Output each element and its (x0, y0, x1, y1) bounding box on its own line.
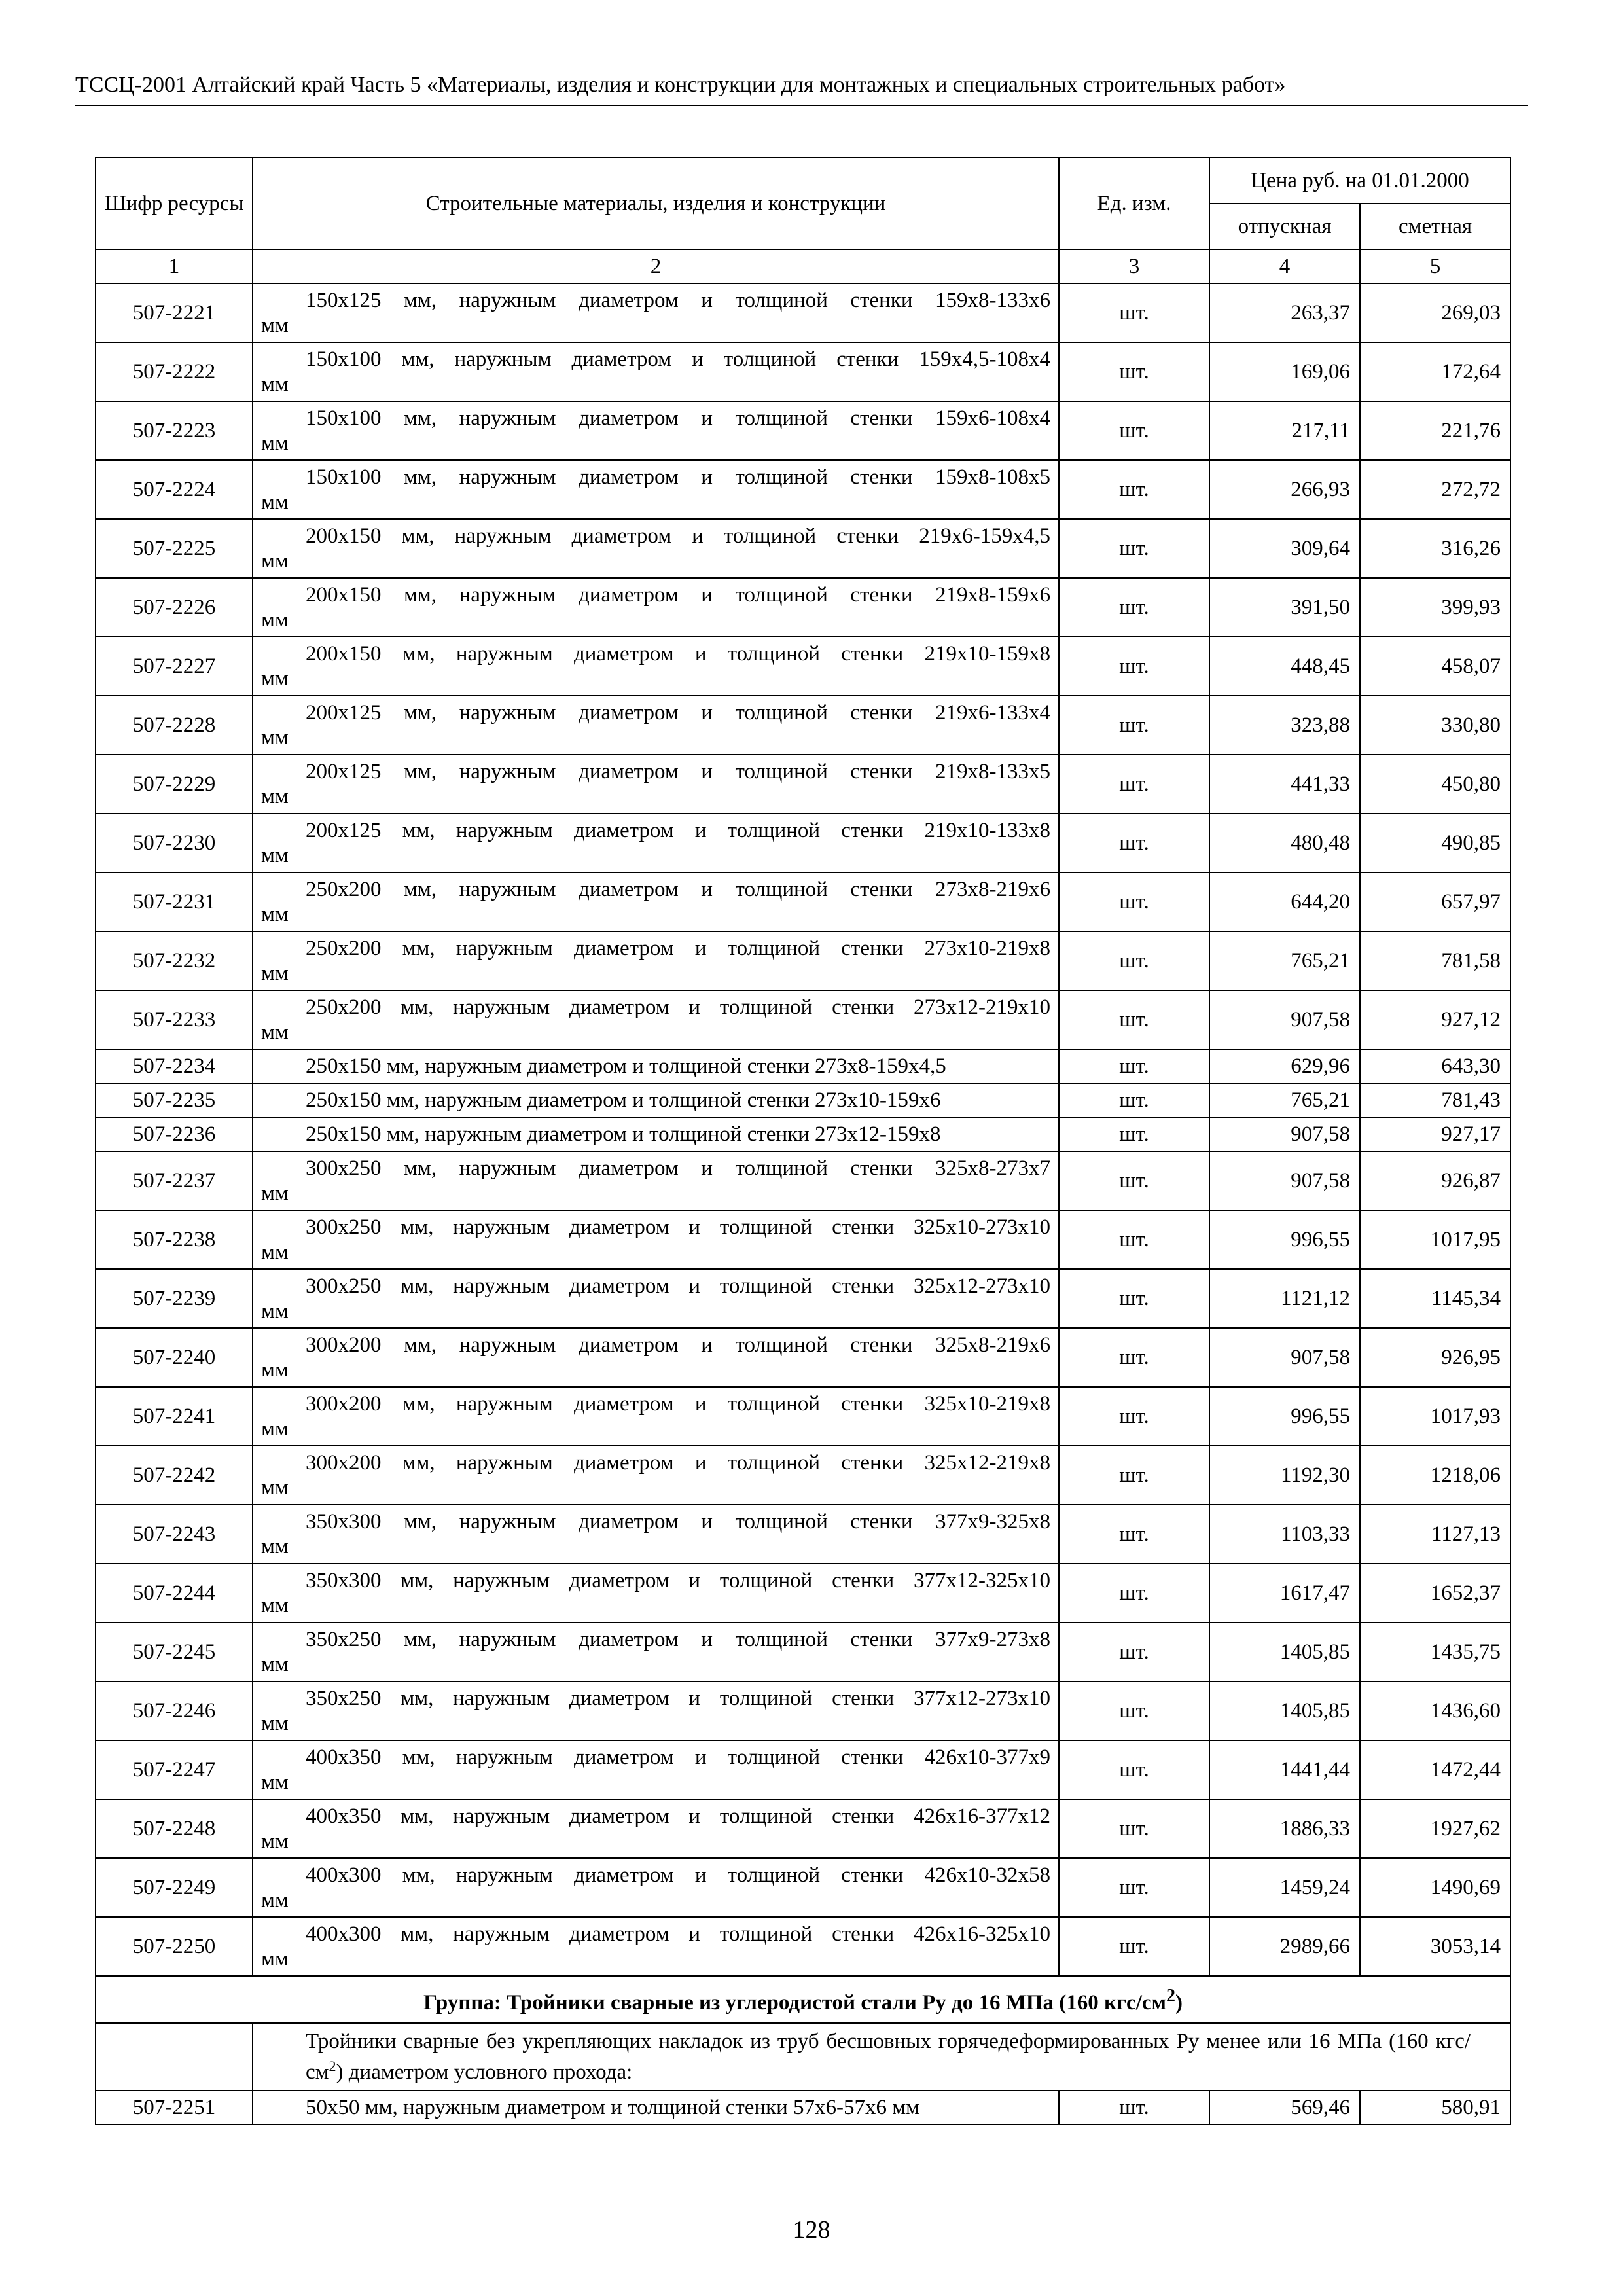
description-text: 350х250 мм, наружным диаметром и толщиной стенки 377х9-273х8 (306, 1628, 1050, 1651)
description-text: 400х300 мм, наружным диаметром и толщиной стенки 426х16-325х10 (306, 1922, 1050, 1946)
resource-code: 507-2230 (96, 814, 253, 872)
table-row (96, 696, 1510, 755)
description-unit-suffix: мм (261, 490, 289, 514)
col-number: 4 (1209, 249, 1360, 283)
description-text: 250х150 мм, наружным диаметром и толщиной стенки 273х12-159х8 (306, 1122, 941, 1146)
resource-code: 507-2250 (96, 1917, 253, 1976)
resource-code: 507-2236 (96, 1117, 253, 1151)
description-unit-suffix: мм (261, 844, 289, 867)
unit: шт. (1059, 637, 1209, 696)
price-estimate: 781,43 (1360, 1083, 1510, 1117)
price-estimate: 927,12 (1360, 990, 1510, 1049)
description-text: 300х250 мм, наружным диаметром и толщиной стенки 325х8-273х7 (306, 1157, 1050, 1180)
description-text: 200х125 мм, наружным диаметром и толщиной стенки 219х6-133х4 (306, 701, 1050, 725)
unit: шт. (1059, 1505, 1209, 1564)
group-note-text: Тройники сварные без укрепляющих накладок из труб бесшовных горячедеформированных Ру менее или 16 МПа (160 кгс/см (306, 2030, 1471, 2084)
table-row (96, 1210, 1510, 1269)
price-estimate: 458,07 (1360, 637, 1510, 696)
description-text: 150х100 мм, наружным диаметром и толщиной стенки 159х8-108х5 (306, 465, 1050, 489)
item-description (253, 401, 1059, 460)
description-text: 150х100 мм, наружным диаметром и толщиной стенки 159х4,5-108х4 (306, 348, 1050, 371)
group-title-sup: 2 (1166, 1986, 1175, 2006)
description-unit-suffix: мм (261, 961, 289, 985)
resource-code: 507-2223 (96, 401, 253, 460)
description-unit-suffix: мм (261, 1181, 289, 1205)
resource-code: 507-2227 (96, 637, 253, 696)
table-row (96, 1858, 1510, 1917)
price-release: 996,55 (1209, 1210, 1360, 1269)
description-unit-suffix: мм (261, 431, 289, 455)
table-row (96, 1117, 1510, 1151)
unit: шт. (1059, 1328, 1209, 1387)
col-header-name: Строительные материалы, изделия и конструкции (253, 158, 1059, 249)
unit: шт. (1059, 1623, 1209, 1681)
description-unit-suffix: мм (261, 1888, 289, 1912)
price-estimate: 269,03 (1360, 283, 1510, 342)
item-description (253, 931, 1059, 990)
resource-code: 507-2222 (96, 342, 253, 401)
unit: шт. (1059, 1151, 1209, 1210)
table-row (96, 1564, 1510, 1623)
price-estimate: 316,26 (1360, 519, 1510, 578)
item-description (253, 637, 1059, 696)
table-row (96, 1387, 1510, 1446)
resource-code: 507-2235 (96, 1083, 253, 1117)
unit: шт. (1059, 814, 1209, 872)
price-estimate: 1218,06 (1360, 1446, 1510, 1505)
price-estimate: 1490,69 (1360, 1858, 1510, 1917)
table-row (96, 755, 1510, 814)
description-text: 300х250 мм, наружным диаметром и толщиной стенки 325х12-273х10 (306, 1274, 1050, 1298)
table-row (96, 1151, 1510, 1210)
item-description (253, 578, 1059, 637)
description-text: 250х200 мм, наружным диаметром и толщиной стенки 273х8-219х6 (306, 878, 1050, 901)
resource-code: 507-2233 (96, 990, 253, 1049)
price-estimate: 657,97 (1360, 872, 1510, 931)
price-release: 1405,85 (1209, 1623, 1360, 1681)
price-estimate: 172,64 (1360, 342, 1510, 401)
resource-code: 507-2245 (96, 1623, 253, 1681)
item-description (253, 1328, 1059, 1387)
price-release: 765,21 (1209, 1083, 1360, 1117)
price-estimate: 926,95 (1360, 1328, 1510, 1387)
resource-code: 507-2228 (96, 696, 253, 755)
resource-code: 507-2240 (96, 1328, 253, 1387)
item-description (253, 342, 1059, 401)
resource-code: 507-2224 (96, 460, 253, 519)
description-unit-suffix: мм (261, 1299, 289, 1323)
col-header-unit: Ед. изм. (1059, 158, 1209, 249)
item-description (253, 1446, 1059, 1505)
header-rule (75, 105, 1528, 106)
price-release: 169,06 (1209, 342, 1360, 401)
unit: шт. (1059, 342, 1209, 401)
col-number: 5 (1360, 249, 1510, 283)
price-release: 996,55 (1209, 1387, 1360, 1446)
group-note-row (96, 2023, 1510, 2090)
table-row (96, 519, 1510, 578)
price-release: 391,50 (1209, 578, 1360, 637)
item-description (253, 990, 1059, 1049)
price-estimate: 3053,14 (1360, 1917, 1510, 1976)
unit: шт. (1059, 1740, 1209, 1799)
group-title-text: Группа: Тройники сварные из углеродистой стали Ру до 16 МПа (160 кгс/см (423, 1991, 1166, 2015)
price-release: 569,46 (1209, 2090, 1360, 2125)
resource-code: 507-2238 (96, 1210, 253, 1269)
description-unit-suffix: мм (261, 549, 289, 573)
table-row (96, 1799, 1510, 1858)
description-text: 150х125 мм, наружным диаметром и толщиной стенки 159х8-133х6 (306, 289, 1050, 312)
price-estimate: 643,30 (1360, 1049, 1510, 1083)
unit: шт. (1059, 755, 1209, 814)
page-number: 128 (793, 2216, 830, 2244)
price-release: 907,58 (1209, 990, 1360, 1049)
item-description (253, 1269, 1059, 1328)
group-note (253, 2023, 1510, 2090)
price-release: 266,93 (1209, 460, 1360, 519)
price-release: 1886,33 (1209, 1799, 1360, 1858)
unit: шт. (1059, 283, 1209, 342)
resource-code: 507-2221 (96, 283, 253, 342)
resource-code: 507-2244 (96, 1564, 253, 1623)
group-note-body (261, 2029, 1471, 2085)
description-unit-suffix: мм (261, 1829, 289, 1853)
resource-code: 507-2226 (96, 578, 253, 637)
table-row (96, 1269, 1510, 1328)
description-unit-suffix: мм (261, 1535, 289, 1558)
price-release: 765,21 (1209, 931, 1360, 990)
price-estimate: 927,17 (1360, 1117, 1510, 1151)
description-unit-suffix: мм (261, 1712, 289, 1735)
unit: шт. (1059, 460, 1209, 519)
unit: шт. (1059, 1210, 1209, 1269)
unit: шт. (1059, 1681, 1209, 1740)
price-estimate: 1145,34 (1360, 1269, 1510, 1328)
table-row (96, 1505, 1510, 1564)
description-text: 350х300 мм, наружным диаметром и толщиной стенки 377х12-325х10 (306, 1569, 1050, 1592)
price-release: 448,45 (1209, 637, 1360, 696)
price-release: 441,33 (1209, 755, 1360, 814)
item-description (253, 1917, 1059, 1976)
price-estimate: 926,87 (1360, 1151, 1510, 1210)
table-row (96, 1740, 1510, 1799)
table-row (96, 1917, 1510, 1976)
unit: шт. (1059, 519, 1209, 578)
table-row (96, 2090, 1510, 2125)
price-estimate: 272,72 (1360, 460, 1510, 519)
price-release: 2989,66 (1209, 1917, 1360, 1976)
description-text: 400х300 мм, наружным диаметром и толщиной стенки 426х10-32х58 (306, 1863, 1050, 1887)
item-description (253, 1049, 1059, 1083)
description-unit-suffix: мм (261, 1417, 289, 1441)
group-title-close: ) (1175, 1991, 1183, 2015)
item-description (253, 1505, 1059, 1564)
description-unit-suffix: мм (261, 608, 289, 632)
price-estimate: 1127,13 (1360, 1505, 1510, 1564)
resource-code: 507-2248 (96, 1799, 253, 1858)
description-unit-suffix: мм (261, 1594, 289, 1617)
description-text: 200х150 мм, наружным диаметром и толщиной стенки 219х6-159х4,5 (306, 524, 1050, 548)
price-release: 480,48 (1209, 814, 1360, 872)
price-release: 644,20 (1209, 872, 1360, 931)
description-text: 250х150 мм, наружным диаметром и толщиной стенки 273х8-159х4,5 (306, 1054, 946, 1078)
col-header-release: отпускная (1209, 204, 1360, 249)
description-unit-suffix: мм (261, 1770, 289, 1794)
description-text: 350х300 мм, наружным диаметром и толщиной стенки 377х9-325х8 (306, 1510, 1050, 1534)
description-text: 400х350 мм, наружным диаметром и толщиной стенки 426х10-377х9 (306, 1746, 1050, 1769)
resource-code: 507-2251 (96, 2090, 253, 2125)
unit: шт. (1059, 1387, 1209, 1446)
price-release: 629,96 (1209, 1049, 1360, 1083)
resource-code: 507-2234 (96, 1049, 253, 1083)
col-number: 3 (1059, 249, 1209, 283)
description-text: 350х250 мм, наружным диаметром и толщиной стенки 377х12-273х10 (306, 1687, 1050, 1710)
price-estimate: 490,85 (1360, 814, 1510, 872)
price-release: 1441,44 (1209, 1740, 1360, 1799)
price-estimate: 399,93 (1360, 578, 1510, 637)
resource-code: 507-2247 (96, 1740, 253, 1799)
table-row (96, 1083, 1510, 1117)
table-row (96, 872, 1510, 931)
empty-cell (96, 2023, 253, 2090)
description-text: 400х350 мм, наружным диаметром и толщиной стенки 426х16-377х12 (306, 1804, 1050, 1828)
description-text: 200х125 мм, наружным диаметром и толщиной стенки 219х8-133х5 (306, 760, 1050, 783)
table-row (96, 578, 1510, 637)
price-release: 263,37 (1209, 283, 1360, 342)
price-release: 1192,30 (1209, 1446, 1360, 1505)
item-description (253, 1083, 1059, 1117)
unit: шт. (1059, 1799, 1209, 1858)
price-estimate: 1017,95 (1360, 1210, 1510, 1269)
price-estimate: 1436,60 (1360, 1681, 1510, 1740)
col-header-code: Шифр ресурсы (96, 158, 253, 249)
table-row (96, 814, 1510, 872)
unit: шт. (1059, 931, 1209, 990)
price-release: 1459,24 (1209, 1858, 1360, 1917)
price-estimate: 1017,93 (1360, 1387, 1510, 1446)
item-description (253, 519, 1059, 578)
description-text: 300х200 мм, наружным диаметром и толщиной стенки 325х10-219х8 (306, 1392, 1050, 1416)
unit: шт. (1059, 1083, 1209, 1117)
unit: шт. (1059, 1564, 1209, 1623)
description-text: 200х125 мм, наружным диаметром и толщиной стенки 219х10-133х8 (306, 819, 1050, 842)
unit: шт. (1059, 2090, 1209, 2125)
price-estimate: 450,80 (1360, 755, 1510, 814)
price-release: 907,58 (1209, 1151, 1360, 1210)
resource-code: 507-2241 (96, 1387, 253, 1446)
price-estimate: 330,80 (1360, 696, 1510, 755)
description-unit-suffix: мм (261, 785, 289, 808)
description-unit-suffix: мм (261, 1358, 289, 1382)
table-row (96, 637, 1510, 696)
unit: шт. (1059, 1858, 1209, 1917)
col-header-price: Цена руб. на 01.01.2000 (1209, 158, 1510, 204)
description-text: 150х100 мм, наружным диаметром и толщиной стенки 159х6-108х4 (306, 406, 1050, 430)
col-number: 2 (253, 249, 1059, 283)
resource-code: 507-2231 (96, 872, 253, 931)
description-text: 50х50 мм, наружным диаметром и толщиной стенки 57х6-57х6 мм (306, 2096, 920, 2119)
description-unit-suffix: мм (261, 667, 289, 691)
unit: шт. (1059, 578, 1209, 637)
unit: шт. (1059, 401, 1209, 460)
unit: шт. (1059, 872, 1209, 931)
table-row (96, 401, 1510, 460)
item-description (253, 1623, 1059, 1681)
table-row (96, 1328, 1510, 1387)
description-unit-suffix: мм (261, 1947, 289, 1971)
item-description (253, 696, 1059, 755)
price-estimate: 580,91 (1360, 2090, 1510, 2125)
unit: шт. (1059, 696, 1209, 755)
resource-code: 507-2246 (96, 1681, 253, 1740)
price-release: 1617,47 (1209, 1564, 1360, 1623)
resource-code: 507-2242 (96, 1446, 253, 1505)
table-row (96, 342, 1510, 401)
table-row (96, 990, 1510, 1049)
resource-code: 507-2239 (96, 1269, 253, 1328)
price-release: 309,64 (1209, 519, 1360, 578)
unit: шт. (1059, 1269, 1209, 1328)
resource-code: 507-2232 (96, 931, 253, 990)
description-unit-suffix: мм (261, 1476, 289, 1499)
item-description (253, 872, 1059, 931)
resource-code: 507-2237 (96, 1151, 253, 1210)
table-row (96, 460, 1510, 519)
resource-code: 507-2229 (96, 755, 253, 814)
item-description (253, 814, 1059, 872)
resource-code: 507-2243 (96, 1505, 253, 1564)
table-row (96, 1446, 1510, 1505)
description-text: 200х150 мм, наружным диаметром и толщиной стенки 219х8-159х6 (306, 583, 1050, 607)
description-text: 250х200 мм, наружным диаметром и толщиной стенки 273х12-219х10 (306, 996, 1050, 1019)
unit: шт. (1059, 1446, 1209, 1505)
table-row (96, 1623, 1510, 1681)
document-header: ТССЦ-2001 Алтайский край Часть 5 «Материалы, изделия и конструкции для монтажных и специальных строительных работ» (75, 73, 1286, 97)
description-text: 250х200 мм, наружным диаметром и толщиной стенки 273х10-219х8 (306, 937, 1050, 960)
unit: шт. (1059, 1117, 1209, 1151)
item-description (253, 755, 1059, 814)
table-row (96, 1681, 1510, 1740)
col-number: 1 (96, 249, 253, 283)
price-release: 1121,12 (1209, 1269, 1360, 1328)
description-text: 300х200 мм, наружным диаметром и толщиной стенки 325х12-219х8 (306, 1451, 1050, 1475)
col-header-estimate: сметная (1360, 204, 1510, 249)
unit: шт. (1059, 990, 1209, 1049)
item-description (253, 1799, 1059, 1858)
description-unit-suffix: мм (261, 314, 289, 337)
description-text: 300х200 мм, наружным диаметром и толщиной стенки 325х8-219х6 (306, 1333, 1050, 1357)
item-description (253, 1740, 1059, 1799)
resource-code: 507-2249 (96, 1858, 253, 1917)
table-row (96, 931, 1510, 990)
unit: шт. (1059, 1917, 1209, 1976)
description-unit-suffix: мм (261, 372, 289, 396)
description-unit-suffix: мм (261, 726, 289, 749)
group-row (96, 1976, 1510, 2023)
description-unit-suffix: мм (261, 1020, 289, 1044)
item-description (253, 283, 1059, 342)
item-description (253, 1117, 1059, 1151)
description-text: 300х250 мм, наружным диаметром и толщиной стенки 325х10-273х10 (306, 1215, 1050, 1239)
item-description (253, 1210, 1059, 1269)
price-release: 1103,33 (1209, 1505, 1360, 1564)
item-description (253, 2090, 1059, 2125)
price-release: 907,58 (1209, 1117, 1360, 1151)
price-estimate: 221,76 (1360, 401, 1510, 460)
price-estimate: 1927,62 (1360, 1799, 1510, 1858)
price-table (95, 157, 1511, 2125)
item-description (253, 1151, 1059, 1210)
price-estimate: 1472,44 (1360, 1740, 1510, 1799)
description-unit-suffix: мм (261, 903, 289, 926)
price-estimate: 781,58 (1360, 931, 1510, 990)
price-estimate: 1652,37 (1360, 1564, 1510, 1623)
item-description (253, 1858, 1059, 1917)
description-text: 200х150 мм, наружным диаметром и толщиной стенки 219х10-159х8 (306, 642, 1050, 666)
table-row (96, 1049, 1510, 1083)
resource-code: 507-2225 (96, 519, 253, 578)
item-description (253, 460, 1059, 519)
price-release: 323,88 (1209, 696, 1360, 755)
item-description (253, 1564, 1059, 1623)
description-unit-suffix: мм (261, 1653, 289, 1676)
description-text: 250х150 мм, наружным диаметром и толщиной стенки 273х10-159х6 (306, 1088, 941, 1112)
description-unit-suffix: мм (261, 1240, 289, 1264)
price-estimate: 1435,75 (1360, 1623, 1510, 1681)
price-release: 1405,85 (1209, 1681, 1360, 1740)
unit: шт. (1059, 1049, 1209, 1083)
group-title (96, 1976, 1510, 2023)
item-description (253, 1387, 1059, 1446)
price-release: 217,11 (1209, 401, 1360, 460)
item-description (253, 1681, 1059, 1740)
table-row (96, 283, 1510, 342)
price-release: 907,58 (1209, 1328, 1360, 1387)
group-note-sup: 2 (329, 2058, 336, 2074)
group-note-tail: ) диаметром условного прохода: (336, 2060, 633, 2084)
